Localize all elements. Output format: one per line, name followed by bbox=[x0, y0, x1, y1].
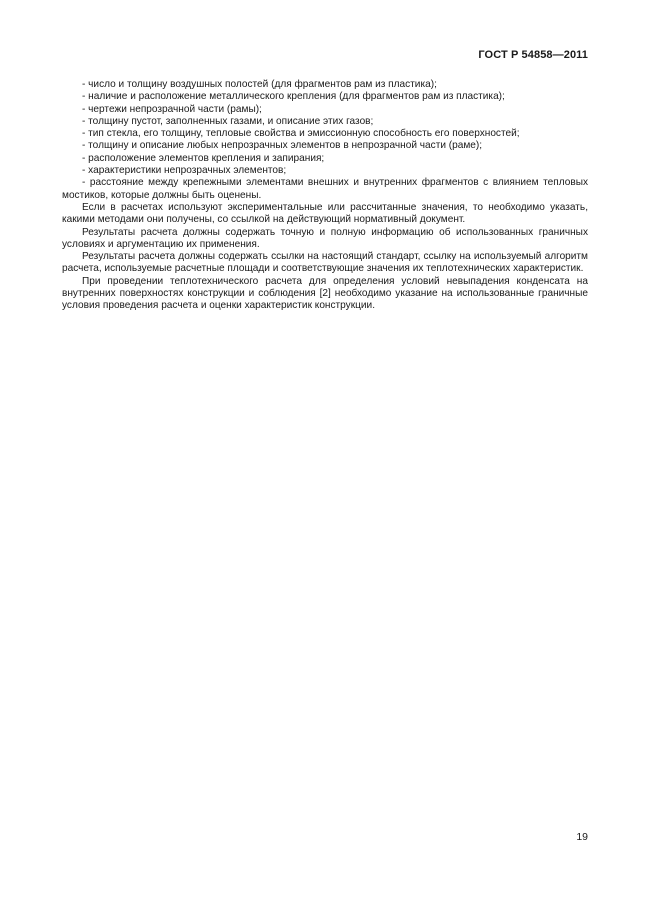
page-number: 19 bbox=[576, 831, 588, 843]
list-item-opaque-elements: - толщину и описание любых непрозрачных элементов в непрозрачной части (раме); bbox=[82, 140, 483, 152]
list-item-gas-cavities: - толщину пустот, заполненных газами, и описание этих газов; bbox=[82, 115, 374, 127]
paragraph-standard-references: Результаты расчета должны содержать ссылки на настоящий стандарт, ссылку на используемый алгоритм расчета, используемые расчетные площади и соответствующие значения их теплотехнических характеристик. bbox=[62, 251, 588, 275]
list-item-metal-fastening: - наличие и расположение металлического крепления (для фрагментов рам из пластика); bbox=[82, 91, 505, 103]
paragraph-experimental-values: Если в расчетах используют экспериментальные или рассчитанные значения, то необходимо указать, какими методами они получены, со ссылкой на действующий нормативный документ. bbox=[62, 201, 588, 226]
document-body bbox=[62, 79, 588, 313]
document-header: ГОСТ Р 54858—2011 bbox=[478, 49, 588, 61]
list-item-drawings: - чертежи непрозрачной части (рамы); bbox=[82, 103, 262, 115]
list-item-opaque-characteristics: - характеристики непрозрачных элементов; bbox=[82, 165, 287, 177]
paragraph-condensation: При проведении теплотехнического расчета для определения условий невыпадения конденсата на внутренних поверхностях конструкции и соблюдения [2] необходимо указание на использованные граничные условия проведения расчета и оценки характеристик конструкции. bbox=[62, 275, 588, 312]
list-item-air-cavities: - число и толщину воздушных полостей (для фрагментов рам из пластика); bbox=[82, 79, 437, 90]
list-item-glass-type: - тип стекла, его толщину, тепловые свойства и эмиссионную способность его поверхностей; bbox=[82, 128, 520, 140]
list-item-fastener-distance: - расстояние между крепежными элементами внешних и внутренних фрагментов с влиянием тепловых мостиков, которые должны быть оценены. bbox=[62, 177, 588, 201]
paragraph-boundary-conditions: Результаты расчета должны содержать точную и полную информацию об использованных граничных условиях и аргументацию их применения. bbox=[62, 226, 588, 250]
list-item-fastening-layout: - расположение элементов крепления и запирания; bbox=[82, 152, 325, 164]
